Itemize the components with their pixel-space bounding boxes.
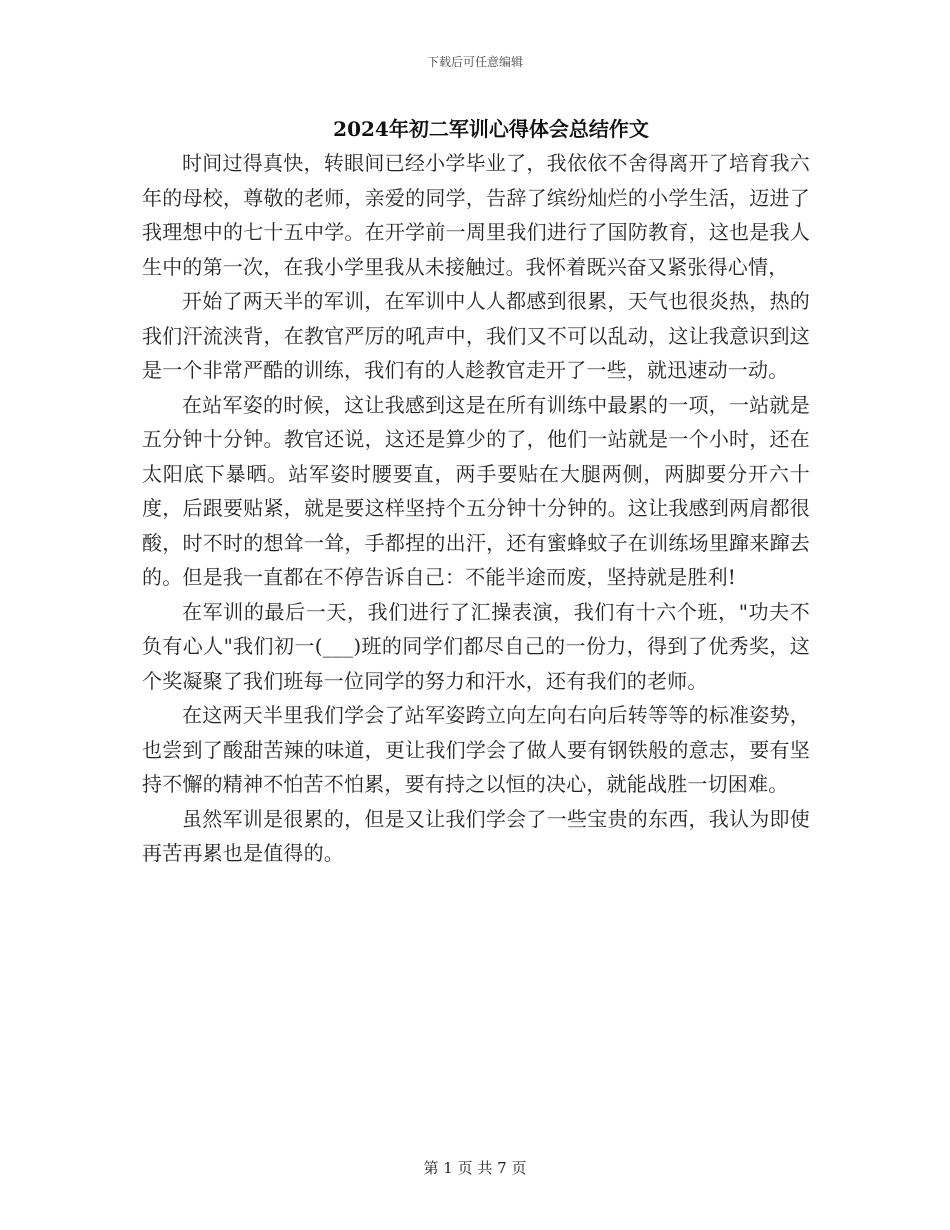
paragraph-2: 开始了两天半的军训，在军训中人人都感到很累，天气也很炎热，热的我们汗流浃背，在教官严厉的吼声中，我们又不可以乱动，这让我意识到这是一个非常严酷的训练，我们有的人趁教官走开了一些，就迅速动一动。 xyxy=(142,289,810,382)
paragraph-5: 在这两天半里我们学会了站军姿跨立向左向右向后转等等的标准姿势，也尝到了酸甜苦辣的味道，更让我们学会了做人要有钢铁般的意志，要有坚持不懈的精神不怕苦不怕累，要有持之以恒的决心，就能战胜一切困难。 xyxy=(142,703,810,796)
page-number: 第 1 页 共 7 页 xyxy=(423,1159,527,1177)
paragraph-1: 时间过得真快，转眼间已经小学毕业了，我依依不舍得离开了培育我六年的母校，尊敬的老师，亲爱的同学，告辞了缤纷灿烂的小学生活，迈进了我理想中的七十五中学。在开学前一周里我们进行了国防教育，这也是我人生中的第一次，在我小学里我从未接触过。我怀着既兴奋又紧张得心情， xyxy=(142,151,810,279)
paragraph-4: 在军训的最后一天，我们进行了汇操表演，我们有十六个班，"功夫不负有心人"我们初一(___)班的同学们都尽自己的一份力，得到了优秀奖，这个奖凝聚了我们班每一位同学的努力和汗水，还有我们的老师。 xyxy=(142,599,810,693)
header-note: 下载后可任意编辑 xyxy=(426,55,523,69)
document-title: 2024年初二军训心得体会总结作文 xyxy=(333,117,649,141)
paragraph-6: 虽然军训是很累的，但是又让我们学会了一些宝贵的东西，我认为即使再苦再累也是值得的。 xyxy=(142,806,810,865)
document-body xyxy=(142,146,810,871)
paragraph-3: 在站军姿的时候，这让我感到这是在所有训练中最累的一项，一站就是五分钟十分钟。教官还说，这还是算少的了，他们一站就是一个小时，还在太阳底下暴晒。站军姿时腰要直，两手要贴在大腿两侧，两脚要分开六十度，后跟要贴紧，就是要这样坚持个五分钟十分钟的。这让我感到两肩都很酸，时不时的想耸一耸，手都捏的出汗，还有蜜蜂蚊子在训练场里蹿来蹿去的。但是我一直都在不停告诉自己：不能半途而废，坚持就是胜利! xyxy=(142,392,810,589)
